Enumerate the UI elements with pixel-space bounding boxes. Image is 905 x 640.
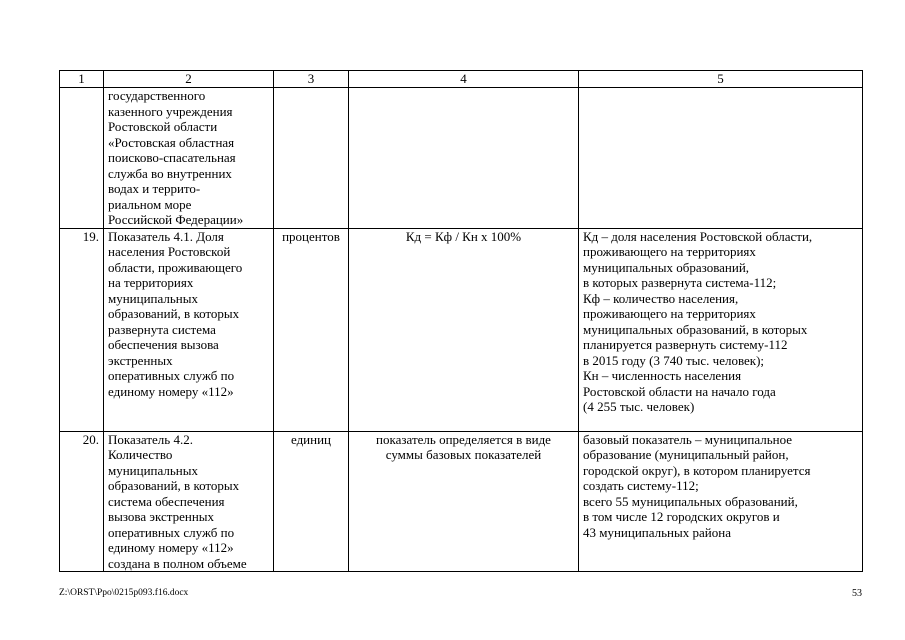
table-row	[60, 228, 863, 431]
table-row	[60, 431, 863, 572]
indicator-name-text: Показатель 4.1. Доля населения Ростовской области, проживающего на территориях муниципальных образований, в которых развернута система обеспечения вызова экстренных оперативных служб по единому номеру «112»	[108, 228, 243, 399]
column-header-5: 5	[579, 71, 863, 88]
formula-text: Кд = Кф / Кн x 100%	[405, 228, 522, 244]
column-header-3: 3	[274, 71, 349, 88]
formula-cell	[349, 88, 579, 229]
row-number-cell	[60, 88, 104, 229]
description-cell	[579, 88, 863, 229]
indicator-name-cell	[104, 88, 274, 229]
table-row-continuation	[60, 88, 863, 229]
description-cell	[579, 431, 863, 572]
row-number-cell: 19.	[60, 228, 104, 431]
indicator-name-text: Показатель 4.2. Количество муниципальных образований, в которых система обеспечения вызова экстренных оперативных служб по единому номеру «112» создана в полном объеме	[108, 431, 247, 571]
indicator-name-cell	[104, 228, 274, 431]
page-number: 53	[852, 588, 862, 599]
description-text: базовый показатель – муниципальное образование (муниципальный район, городской округ), в котором планируется создать систему-112; всего 55 муниципальных образований, в том числе 12 городских округов и 43 муниципальных района	[583, 431, 811, 540]
description-cell	[579, 228, 863, 431]
indicator-name-text: государственного казенного учреждения Ростовской области «Ростовская областная поисково-спасательная служба во внутренних водах и террито- риальном море Российской Федерации»	[108, 88, 244, 227]
unit-cell: единиц	[274, 431, 349, 572]
column-header-4: 4	[349, 71, 579, 88]
formula-cell	[349, 431, 579, 572]
indicator-name-cell	[104, 431, 274, 572]
column-header-2: 2	[104, 71, 274, 88]
unit-cell: процентов	[274, 228, 349, 431]
formula-text: показатель определяется в виде суммы базовых показателей	[376, 431, 551, 462]
footer-file-path: Z:\ORST\Ppo\0215p093.f16.docx	[59, 588, 189, 598]
table-header-row	[60, 71, 863, 88]
description-text: Кд – доля населения Ростовской области, проживающего на территориях муниципальных образований, в которых развернута система-112; Кф – количество населения, проживающего на территориях муниципальных образований, в которых планируется развернуть систему-112 в 2015 году (3 740 тыс. человек); Кн – численность населения Ростовской области на начало года (4 255 тыс. человек)	[583, 228, 813, 414]
indicator-table	[59, 70, 863, 572]
column-header-1: 1	[60, 71, 104, 88]
formula-cell	[349, 228, 579, 431]
unit-cell	[274, 88, 349, 229]
row-number-cell: 20.	[60, 431, 104, 572]
